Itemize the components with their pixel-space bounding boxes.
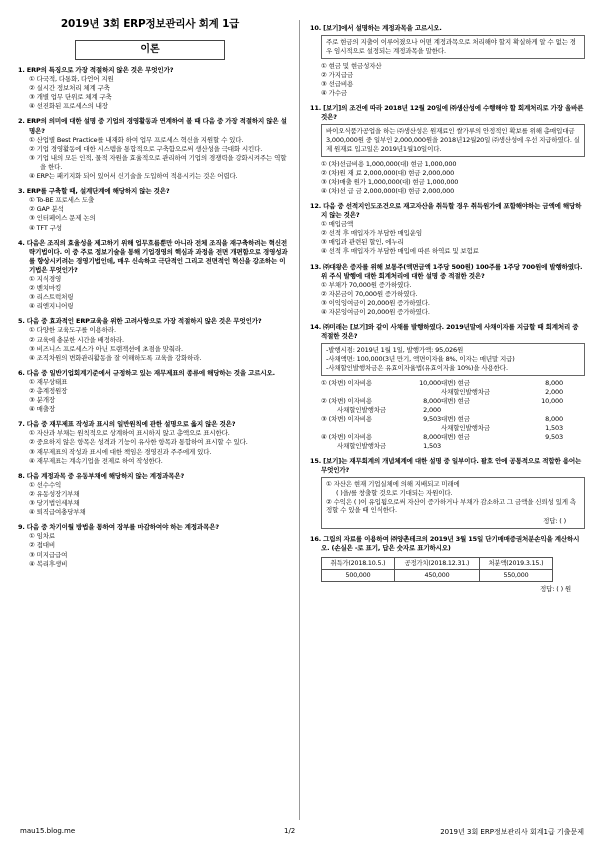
option: ① 현금 및 현금성자산 [321, 61, 382, 70]
debit-amount: 1,503 [423, 441, 441, 450]
box-line: ① 자산은 현재 기업실체에 의해 지배되고 미래에 [326, 479, 460, 488]
question-text: 7. 다음 중 재무제표 작성과 표시의 일반원칙에 관한 설명으로 옳지 않은 것은? [18, 420, 236, 429]
question-text: 10. [보기]에서 설명하는 계정과목을 고르시오. [310, 24, 442, 32]
option: ④ 리엔지니어링 [29, 302, 74, 311]
option: ③ 개별 업무 단위로 체계 구축 [29, 93, 112, 102]
option: ② GAP 분석 [29, 205, 64, 214]
option: ② 접대비 [29, 541, 55, 550]
option: ② 기업 경영활동에 대한 시스템을 통합적으로 구축함으로써 생산성을 극대화 시킨다. [29, 144, 263, 153]
credit-amount: 1,503 [545, 423, 563, 432]
option: ③ 재무제표의 작성과 표시에 대한 책임은 경영진과 주주에게 있다. [29, 447, 212, 456]
option: ① 자산과 부채는 원칙적으로 상계하여 표시하지 않고 총액으로 표시한다. [29, 429, 230, 438]
credit-label: 대변) 현금 [441, 414, 470, 423]
credit-amount: 9,503 [545, 432, 563, 441]
question-1 [18, 66, 288, 111]
left-column [18, 66, 288, 575]
option: ④ 자본잉여금이 20,000원 증가하였다. [321, 308, 430, 317]
table-cell: 550,000 [479, 570, 552, 582]
option: ① 선수수익 [29, 480, 62, 489]
option: ③ 미지급급여 [29, 550, 68, 559]
option: ④ ERP는 패키지화 되어 있어서 신기술을 도입하여 적용시키는 것은 어렵다. [29, 172, 238, 181]
journal-entry-2 [310, 397, 585, 415]
option: ③ 리스트럭처링 [29, 293, 74, 302]
option: ③ 비즈니스 프로세스가 아닌 트랜잭션에 초점을 맞춰라. [29, 344, 183, 353]
question-text: 15. [보기]는 재무회계의 개념체계에 대한 설명 중 일부이다. 괄호 안에 공통적으로 적합한 용어는 무엇인가? [310, 456, 582, 474]
box-line: -사채액면: 100,000(3년 만기, 액면이자율 8%, 이자는 매년말 지급) [326, 355, 515, 364]
option: ② 교육에 충분한 시간을 배정하라. [29, 335, 124, 344]
question-text: 9. 다음 중 차기이월 방법을 통하여 장부를 마감하여야 하는 계정과목은? [18, 523, 219, 532]
credit-amount: 2,000 [545, 387, 563, 396]
option: ④ 매출장 [29, 405, 55, 414]
credit-amount: 10,000 [541, 396, 563, 405]
option: ④ 재무제표는 계속기업을 전제로 하여 작성한다. [29, 456, 163, 465]
box-line: -사채할인발행차금은 유효이자율법(유효이자율 10%)을 사용한다. [326, 363, 508, 372]
option: ② 유동성장기부채 [29, 489, 80, 498]
option: ④ 복리후생비 [29, 559, 68, 568]
option: ④ TFT 구성 [29, 223, 62, 232]
question-text: 14. ㈜미래는 [보기]와 같이 사채를 발행하였다. 2019년말에 사채이자를 지급할 때 회계처리 중 적절한 것은? [310, 323, 579, 341]
option: ① 임차료 [29, 532, 55, 541]
option: ① To-BE 프로세스 도출 [29, 196, 95, 205]
option: ④ 조직차원의 변화관리활동을 잘 이해하도록 교육을 강화하라. [29, 353, 202, 362]
question-4 [18, 239, 288, 312]
option: ② (차)원 재 료 2,000,000(대) 현금 2,000,000 [321, 168, 455, 177]
option: ④ 가수금 [321, 88, 347, 97]
answer-blank[interactable]: 정답: ( ) 원 [540, 585, 571, 594]
table-cell: 450,000 [395, 570, 480, 582]
table-header: 처분액(2019.3.15.) [479, 558, 552, 570]
question-text: 3. ERP를 구축할 때, 설계단계에 해당하지 않는 것은? [18, 187, 170, 196]
credit-amount: 8,000 [545, 414, 563, 423]
option: ④ 퇴직급여충당부채 [29, 508, 86, 517]
option: ③ (차)매출 원가 1,000,000(대) 현금 1,000,000 [321, 177, 459, 186]
option: ① (차)선급비용 1,000,000(대) 현금 1,000,000 [321, 159, 457, 168]
question-text: 8. 다음 계정과목 중 유동부채에 해당하지 않는 계정과목은? [18, 471, 185, 480]
section-label: 이론 [75, 40, 225, 60]
question-text: 16. 그림의 자료를 이용하여 ㈜양촌테크의 2019년 3월 15일 단기매매증권처분손익을 계산하시오. (손실은 -로 표기, 답은 숫자로 표기하시오) [310, 534, 580, 552]
debit-amount: 10,000 [419, 378, 441, 387]
right-column [310, 24, 585, 600]
option: ③ 선급비용 [321, 79, 354, 88]
question-8 [18, 472, 288, 517]
data-table [321, 557, 553, 582]
option: ② 벤치마킹 [29, 284, 62, 293]
question-15 [310, 457, 585, 529]
debit-label: ② (차변) 이자비용 [321, 396, 373, 405]
option: ③ 이익잉여금이 20,000원 증가하였다. [321, 298, 430, 307]
box-line: ② 수익은 ( )이 유입됨으로써 자산이 증가하거나 부채가 감소하고 그 금액을 신뢰성 있게 측정할 수 있을 때 인식한다. [326, 497, 576, 515]
question-14 [310, 323, 585, 451]
example-box: 주로 현금의 지출이 이루어졌으나 어떤 계정과목으로 처리해야 할지 확실하게 알 수 없는 경우 임시적으로 설정되는 계정과목을 말한다. [321, 35, 585, 59]
debit-amount: 8,000 [423, 432, 441, 441]
question-13 [310, 263, 585, 318]
credit-amount: 8,000 [545, 378, 563, 387]
example-box: 바이오식품가공업을 하는 ㈜생산성은 원재료인 쌀가루의 안정적인 확보를 위해 총매입대금 3,000,000원 중 일부인 2,000,000원을 2018년12월20일 ㈜생산성에 우선 지급하였다. 실제 원재료 입고일은 2019년1월10일이다. [321, 124, 585, 156]
option: ① 재무상태표 [29, 377, 68, 386]
question-5 [18, 317, 288, 362]
table-header: 취득가(2018.10.5.) [322, 558, 395, 570]
credit-label: 대변) 현금 [441, 432, 470, 441]
question-text: 11. [보기]의 조건에 따라 2018년 12월 20일에 ㈜생산성에 수행해야 할 회계처리로 가장 올바른 것은? [310, 104, 584, 122]
table-cell: 500,000 [322, 570, 395, 582]
debit-amount: 2,000 [423, 405, 441, 414]
footer-doc-title: 2019년 3회 ERP정보관리사 회계1급 기출문제 [440, 828, 584, 836]
debit-label: ④ (차변) 이자비용 [321, 432, 373, 441]
credit-label: 대변) 현금 [441, 378, 470, 387]
column-divider [299, 20, 300, 820]
option: ② 실시간 정보처리 체계 구축 [29, 84, 110, 93]
box-line: -발행시점: 2019년 1월 1일, 발행가액: 95,026원 [326, 346, 464, 355]
option: ③ 당기법인세부채 [29, 499, 80, 508]
option: ③ 인터페이스 문제 논의 [29, 214, 96, 223]
question-9 [18, 523, 288, 568]
debit-label: 사채할인발행차금 [337, 405, 387, 414]
option: ③ 기업 내의 모든 인적, 물적 자원을 효율적으로 관리하여 기업의 경쟁력을 강화시켜주는 역할을 한다. [29, 153, 287, 171]
option: ② 가지급금 [321, 70, 354, 79]
question-7 [18, 420, 288, 465]
example-box [321, 343, 585, 375]
table-header: 공정가치(2018.12.31.) [395, 558, 480, 570]
option: ③ 분개장 [29, 396, 55, 405]
option: ② 중요하지 않은 항목은 성격과 기능이 유사한 항목과 통합하여 표시할 수 있다. [29, 438, 248, 447]
option: ① 매입금액 [321, 220, 354, 229]
option: ④ (차)선 급 금 2,000,000(대) 현금 2,000,000 [321, 186, 455, 195]
question-10 [310, 24, 585, 98]
footer-page-number: 1/2 [284, 827, 296, 835]
debit-amount: 8,000 [423, 396, 441, 405]
option: ④ 선적 후 매입자가 부담한 매입에 따른 하역료 및 보험료 [321, 247, 479, 256]
question-3 [18, 187, 288, 232]
debit-label: 사채할인발행차금 [337, 441, 387, 450]
option: ① 지식경영 [29, 274, 62, 283]
page-title: 2019년 3회 ERP정보관리사 회계 1급 [60, 18, 240, 30]
debit-label: ① (차변) 이자비용 [321, 378, 373, 387]
question-6 [18, 369, 288, 414]
credit-label: 사채할인발행차금 [441, 387, 491, 396]
answer-blank[interactable]: 정답: ( ) [543, 517, 566, 526]
debit-amount: 9,503 [423, 414, 441, 423]
question-11 [310, 104, 585, 196]
debit-label: ③ (차변) 이자비용 [321, 414, 373, 423]
box-line: ( )을/를 창출할 것으로 기대되는 자원이다. [336, 488, 453, 497]
journal-entry-1 [310, 379, 585, 397]
option: ① 부채가 70,000원 증가하였다. [321, 280, 412, 289]
question-text: 6. 다음 중 일반기업회계기준에서 규정하고 있는 재무제표의 종류에 해당하는 것을 고르시오. [18, 368, 275, 377]
option: ② 자본금이 70,000원 증가하였다. [321, 289, 418, 298]
question-text: 5. 다음 중 효과적인 ERP교육을 위한 고려사항으로 가장 적절하지 않은 것은 무엇인가? [18, 317, 262, 326]
footer-site: mau15.blog.me [20, 827, 76, 835]
credit-label: 대변) 현금 [441, 396, 470, 405]
question-2 [18, 117, 288, 181]
question-16 [310, 535, 585, 594]
journal-entry-3 [310, 415, 585, 433]
option: ① 다양한 교육도구를 이용하라. [29, 326, 116, 335]
journal-entry-4 [310, 433, 585, 451]
option: ② 총계정원장 [29, 387, 68, 395]
question-text: 13. ㈜대왕은 증자를 위해 보통주(액면금액 1주당 500원) 100주를 1주당 700원에 발행하였다. 위 주식 발행에 대한 회계처리에 대한 설명 중 적절한 것은? [310, 262, 583, 280]
example-box [321, 477, 585, 529]
option: ① 산업별 Best Practice를 내재화 하여 업무 프로세스 혁신을 지원할 수 있다. [29, 135, 244, 144]
option: ③ 매입과 관련된 할인, 에누리 [321, 238, 404, 247]
question-12 [310, 202, 585, 257]
option: ② 선적 후 매입자가 부담한 매입운임 [321, 229, 423, 238]
option: ④ 선진화된 프로세스의 내장 [29, 102, 108, 111]
question-text: 12. 다음 중 선적지인도조건으로 재고자산을 취득할 경우 취득원가에 포함해야하는 금액에 해당하지 않는 것은? [310, 202, 582, 220]
option: ① 다국적, 다통화, 다언어 지원 [29, 75, 114, 84]
question-text: 2. ERP의 의미에 대한 설명 중 기업의 경영활동과 연계하여 볼 때 다음 중 가장 적절하지 않은 설명은? [18, 117, 287, 135]
question-text: 4. 다음은 조직의 효율성을 제고하기 위해 업무흐름뿐만 아니라 전체 조직을 재구축하려는 혁신전략기법이다. 이 중 주로 정보기술을 통해 기업경영의 핵심과 과정을 전면 개편함으로 경영성과를 향상시키려는 경영기법인데, 매우 신속하고 극단적인 그리고 전면적인 혁신을 강조하는 이 기법은 무엇인가? [18, 238, 288, 274]
credit-label: 사채할인발행차금 [441, 423, 491, 432]
question-text: 1. ERP의 특징으로 가장 적절하지 않은 것은 무엇인가? [18, 66, 174, 74]
